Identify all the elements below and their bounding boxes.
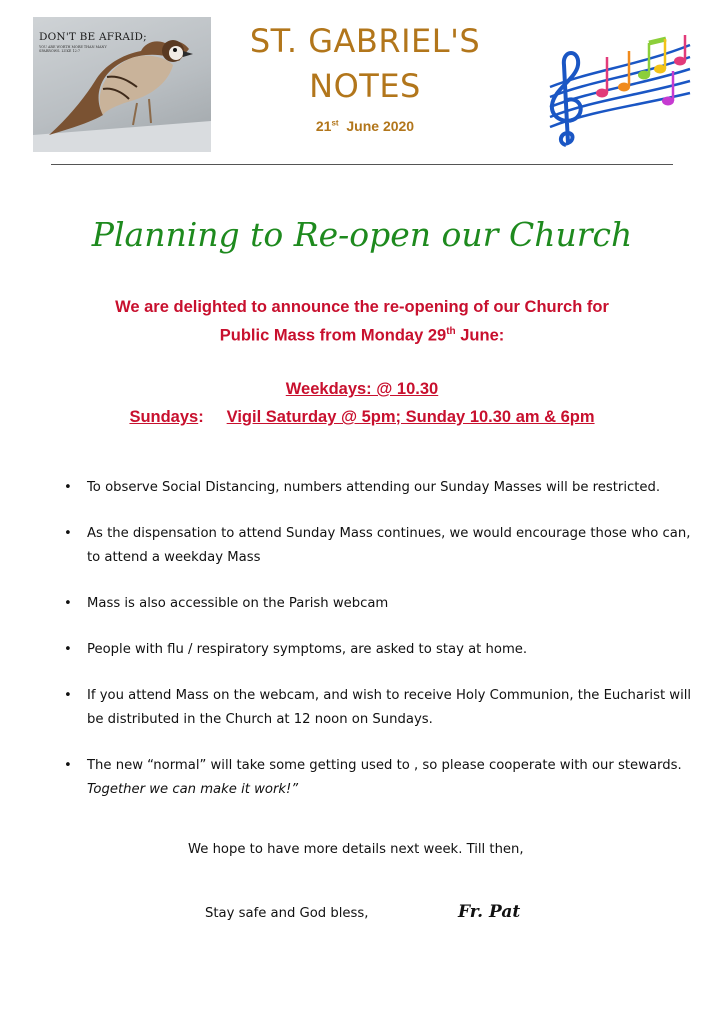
date-rest: June 2020: [346, 118, 415, 134]
list-item: [62, 522, 692, 570]
date-day: 21: [315, 118, 332, 134]
closing-line1: We hope to have more details next week. Till then,: [188, 842, 524, 857]
weekdays-schedule: Weekdays: @ 10.30: [285, 380, 439, 398]
signature: Fr. Pat: [458, 902, 521, 922]
bullet-text: To observe Social Distancing, numbers attending our Sunday Masses will be restricted.: [87, 480, 661, 495]
list-item: [62, 754, 692, 802]
newsletter-date: [260, 118, 470, 134]
closing-line2: Stay safe and God bless,: [205, 906, 369, 921]
headline: Planning to Re-open our Church: [91, 215, 633, 254]
bullet-icon: •: [64, 758, 72, 773]
image-subcaption: YOU ARE WORTH MORE THAN MANY SPARROWS. LUKE 12:7: [39, 45, 107, 54]
bullet-text: Mass is also accessible on the Parish webcam: [87, 596, 389, 611]
sparrow-image: [33, 17, 211, 152]
list-item: [62, 476, 692, 500]
announcement-line1: We are delighted to announce the re-opening of our Church for: [115, 298, 609, 316]
newsletter-title-line2: NOTES: [309, 67, 421, 105]
date-suffix: st: [331, 118, 339, 128]
bullet-text: If you attend Mass on the webcam, and wish to receive Holy Communion, the Eucharist will be distributed in the Church at 12 noon on Sundays.: [87, 688, 692, 727]
announcement-line2-sup: th: [446, 326, 456, 337]
newsletter-title-line1: ST. GABRIEL'S: [249, 22, 481, 60]
bullet-italic-text: Together we can make it work!”: [87, 782, 299, 797]
bullet-text: People with flu / respiratory symptoms, are asked to stay at home.: [87, 642, 528, 657]
bullet-list: [62, 476, 692, 824]
image-caption: DON'T BE AFRAID;: [39, 31, 147, 43]
announcement-line2-post: June:: [455, 326, 505, 345]
sundays-times: Vigil Saturday @ 5pm; Sunday 10.30 am & 6pm: [226, 408, 595, 426]
bullet-text: The new “normal” will take some getting used to , so please cooperate with our stewards.: [87, 758, 682, 773]
music-notes-icon: [540, 35, 700, 155]
bullet-text: As the dispensation to attend Sunday Mass continues, we would encourage those who can, to attend a weekday Mass: [87, 526, 691, 565]
list-item: [62, 592, 692, 616]
header-divider: [51, 164, 673, 165]
bullet-icon: •: [64, 642, 72, 657]
sundays-label: Sundays: [129, 408, 199, 426]
announcement-line2: [0, 326, 724, 346]
bullet-icon: •: [64, 688, 72, 703]
list-item: [62, 638, 692, 662]
sundays-schedule: [0, 408, 724, 427]
bullet-icon: •: [64, 526, 72, 541]
bullet-icon: •: [64, 596, 72, 611]
list-item: [62, 684, 692, 732]
sundays-colon: :: [198, 408, 204, 426]
announcement-line2-pre: Public Mass from Monday 29: [219, 326, 447, 345]
bullet-icon: •: [64, 480, 72, 495]
